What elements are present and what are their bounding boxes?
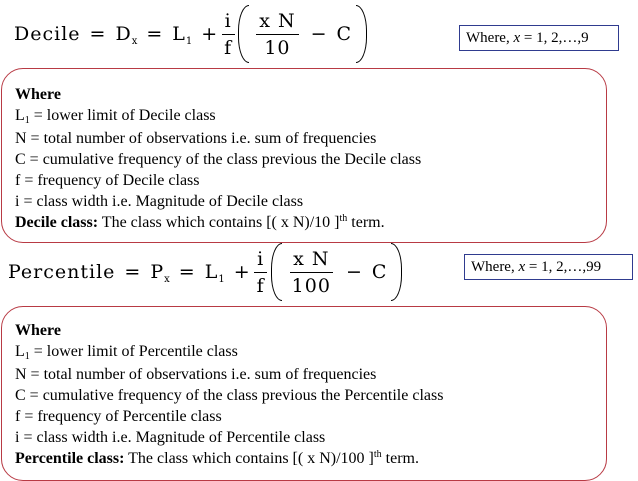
fraction-numerator: i	[254, 248, 267, 273]
equals-sign: =	[178, 261, 196, 283]
fraction-numerator: x N	[290, 248, 332, 273]
definition-class-width: i = class width i.e. Magnitude of Percentile class	[15, 429, 326, 446]
fraction-denominator: 100	[291, 274, 331, 297]
right-parenthesis	[391, 243, 402, 301]
position-fraction	[256, 10, 298, 59]
coefficient-fraction	[254, 248, 268, 297]
definitions-heading: Where	[15, 322, 61, 339]
fraction-denominator: f	[256, 274, 265, 297]
decile-label: Decile	[14, 23, 81, 45]
percentile-label: Percentile	[8, 261, 116, 283]
lower-limit-symbol: L	[172, 23, 186, 45]
equals-sign: =	[89, 23, 107, 45]
fraction-numerator: i	[222, 10, 235, 35]
percentile-symbol: P	[150, 261, 165, 283]
minus-sign: −	[345, 261, 363, 283]
definition-lower-limit: L1 = lower limit of Decile class	[15, 107, 216, 126]
minus-sign: −	[310, 23, 328, 45]
definition-total-observations: N = total number of observations i.e. sum of frequencies	[15, 130, 377, 147]
lower-limit-symbol: L	[204, 261, 219, 283]
decile-range-note: Where, x = 1, 2,…,9	[459, 25, 619, 51]
plus-sign: +	[233, 261, 251, 283]
fraction-numerator: x N	[256, 10, 298, 35]
left-parenthesis	[238, 5, 249, 63]
definition-percentile-class: Percentile class: The class which contains [( x N)/100 ]$^{th}$ term.	[15, 449, 419, 467]
definition-cumulative-frequency: C = cumulative frequency of the class previous the Decile class	[15, 151, 422, 168]
definitions-heading: Where	[15, 86, 61, 103]
cumulative-frequency-symbol: C	[336, 23, 353, 45]
percentile-definitions-box	[1, 306, 607, 481]
decile-definitions-box	[1, 68, 607, 243]
fraction-denominator: f	[224, 36, 233, 59]
right-parenthesis	[356, 5, 367, 63]
percentile-formula	[8, 241, 402, 303]
decile-symbol: D	[115, 23, 132, 45]
percentile-symbol-subscript: x	[164, 273, 170, 285]
definition-lower-limit: L1 = lower limit of Percentile class	[15, 343, 238, 362]
definition-class-width: i = class width i.e. Magnitude of Decile class	[15, 193, 304, 210]
left-parenthesis	[271, 243, 282, 301]
decile-symbol-subscript: x	[131, 35, 138, 47]
equals-sign: =	[124, 261, 142, 283]
cumulative-frequency-symbol: C	[371, 261, 388, 283]
lower-limit-subscript: 1	[218, 273, 225, 285]
equals-sign: =	[146, 23, 164, 45]
definition-decile-class: Decile class: The class which contains [( x N)/10 ]$^{th}$ term.	[15, 213, 385, 231]
definition-cumulative-frequency: C = cumulative frequency of the class previous the Percentile class	[15, 387, 444, 404]
fraction-denominator: 10	[264, 36, 291, 59]
definition-total-observations: N = total number of observations i.e. sum of frequencies	[15, 366, 377, 383]
plus-sign: +	[201, 23, 219, 45]
percentile-range-note: Where, x = 1, 2,…,99	[464, 254, 633, 280]
lower-limit-subscript: 1	[185, 35, 193, 47]
decile-formula	[14, 3, 367, 65]
position-fraction	[289, 248, 334, 297]
definition-frequency: f = frequency of Percentile class	[15, 408, 222, 425]
coefficient-fraction	[221, 10, 235, 59]
definition-frequency: f = frequency of Decile class	[15, 172, 200, 189]
